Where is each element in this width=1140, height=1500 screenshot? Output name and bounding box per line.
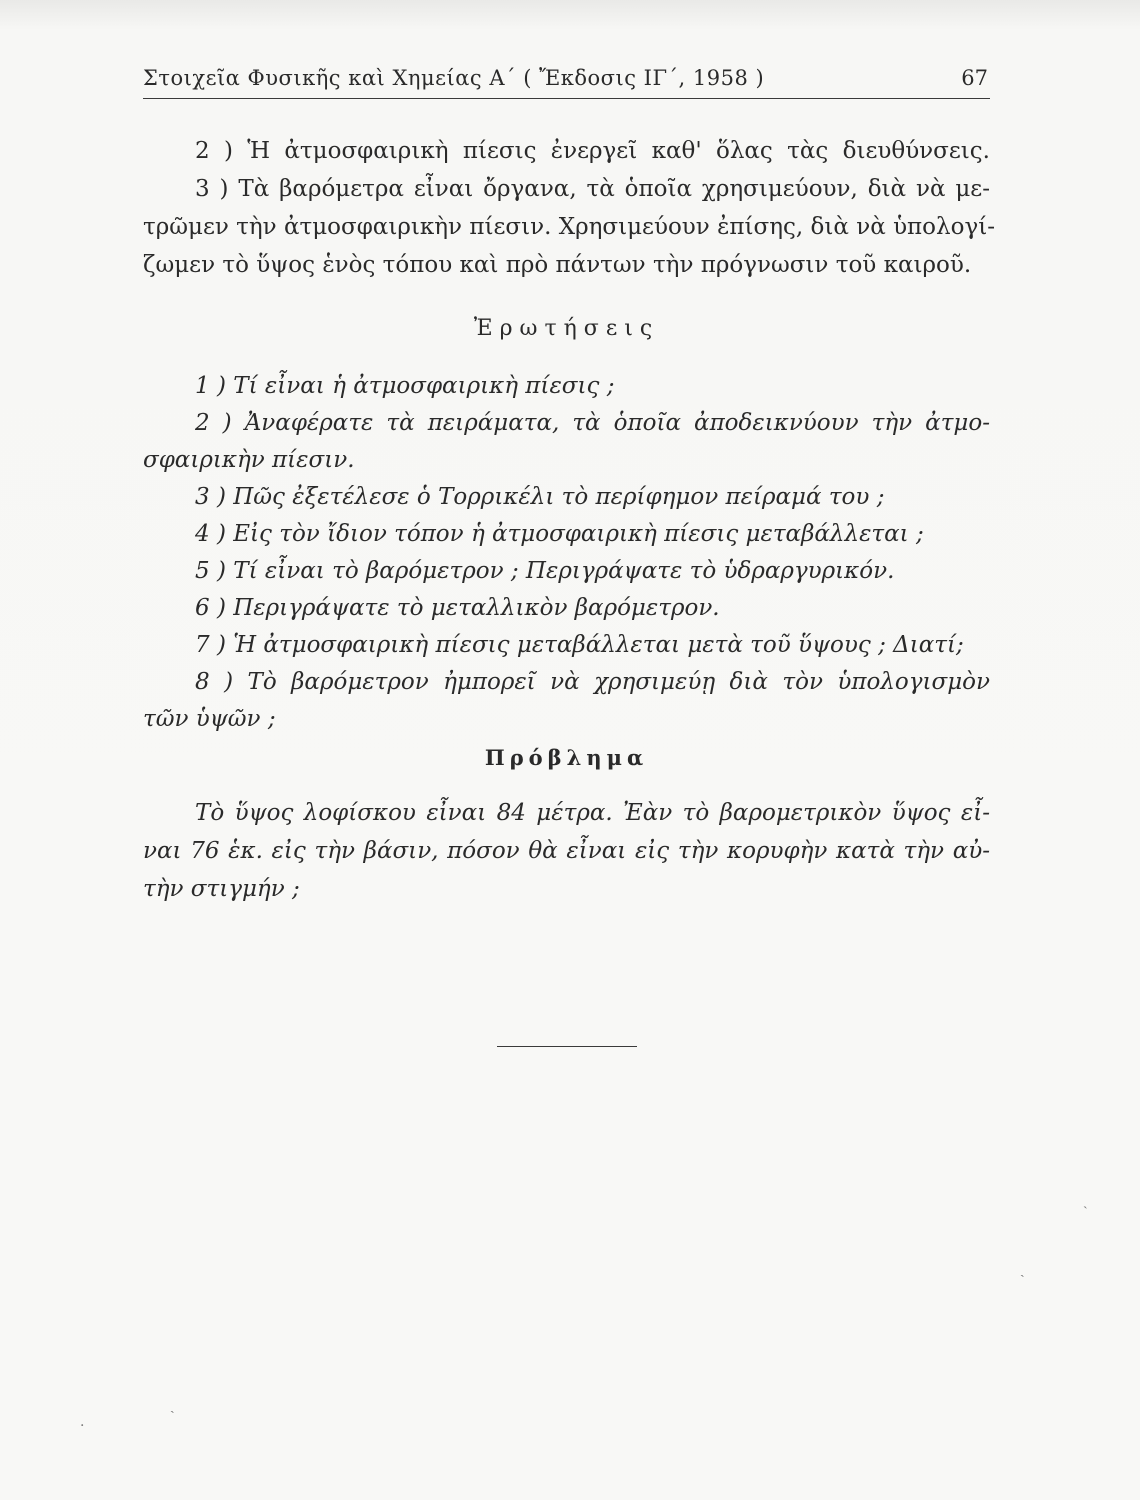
questions-heading: Ἐρωτήσεις: [473, 316, 660, 341]
question-line: 8 ) Τὸ βαρόμετρον ἠμπορεῖ νὰ χρησιμεύῃ διὰ τὸν ὑπολογισμὸν: [195, 669, 990, 695]
print-speck: ˴: [1083, 1198, 1088, 1214]
question-line: 3 ) Πῶς ἐξετέλεσε ὁ Τορρικέλι τὸ περίφημον πείραμά του ;: [195, 484, 885, 510]
print-speck: ·: [80, 1418, 85, 1434]
question-line: 4 ) Εἰς τὸν ἴδιον τόπον ἡ ἀτμοσφαιρικὴ πίεσις μεταβάλλεται ;: [195, 521, 924, 547]
page-number: 67: [961, 66, 988, 90]
problem-line: Τὸ ὕψος λοφίσκου εἶναι 84 μέτρα. Ἐὰν τὸ βαρομετρικὸν ὕψος εἶ-: [195, 800, 990, 826]
summary-line: ζωμεν τὸ ὕψος ἑνὸς τόπου καὶ πρὸ πάντων τὴν πρόγνωσιν τοῦ καιροῦ.: [143, 252, 972, 278]
question-line: 5 ) Τί εἶναι τὸ βαρόμετρον ; Περιγράψατε τὸ ὑδραργυρικόν.: [195, 558, 895, 584]
question-line: 1 ) Τί εἶναι ἡ ἀτμοσφαιρικὴ πίεσις ;: [195, 373, 615, 399]
problem-line: ναι 76 ἑκ. εἰς τὴν βάσιν, πόσον θὰ εἶναι εἰς τὴν κορυφὴν κατὰ τὴν αὐ-: [143, 838, 990, 864]
problem-heading: Πρόβλημα: [484, 745, 649, 770]
summary-line: 2 ) Ἡ ἀτμοσφαιρικὴ πίεσις ἐνεργεῖ καθ' ὅλας τὰς διευθύνσεις.: [195, 138, 990, 164]
question-line: 2 ) Ἀναφέρατε τὰ πειράματα, τὰ ὁποῖα ἀποδεικνύουν τὴν ἀτμο-: [195, 410, 990, 436]
print-speck: ˏ: [170, 1398, 175, 1414]
summary-line: τρῶμεν τὴν ἀτμοσφαιρικὴν πίεσιν. Χρησιμεύουν ἐπίσης, διὰ νὰ ὑπολογί-: [143, 214, 995, 240]
print-speck: ˏ: [1020, 1262, 1025, 1278]
section-end-rule: [497, 1046, 637, 1047]
question-line: 7 ) Ἡ ἀτμοσφαιρικὴ πίεσις μεταβάλλεται μετὰ τοῦ ὕψους ; Διατί;: [195, 632, 964, 658]
problem-line: τὴν στιγμήν ;: [143, 876, 300, 902]
question-line: 6 ) Περιγράψατε τὸ μεταλλικὸν βαρόμετρον.: [195, 595, 720, 621]
question-line: τῶν ὑψῶν ;: [143, 706, 276, 732]
page-header: [143, 64, 990, 99]
summary-line: 3 ) Τὰ βαρόμετρα εἶναι ὄργανα, τὰ ὁποῖα χρησιμεύουν, διὰ νὰ με-: [195, 176, 990, 202]
question-line: σφαιρικὴν πίεσιν.: [143, 447, 355, 473]
running-title: Στοιχεῖα Φυσικῆς καὶ Χημείας Α΄ ( Ἔκδοσις ΙΓ΄, 1958 ): [143, 66, 765, 90]
